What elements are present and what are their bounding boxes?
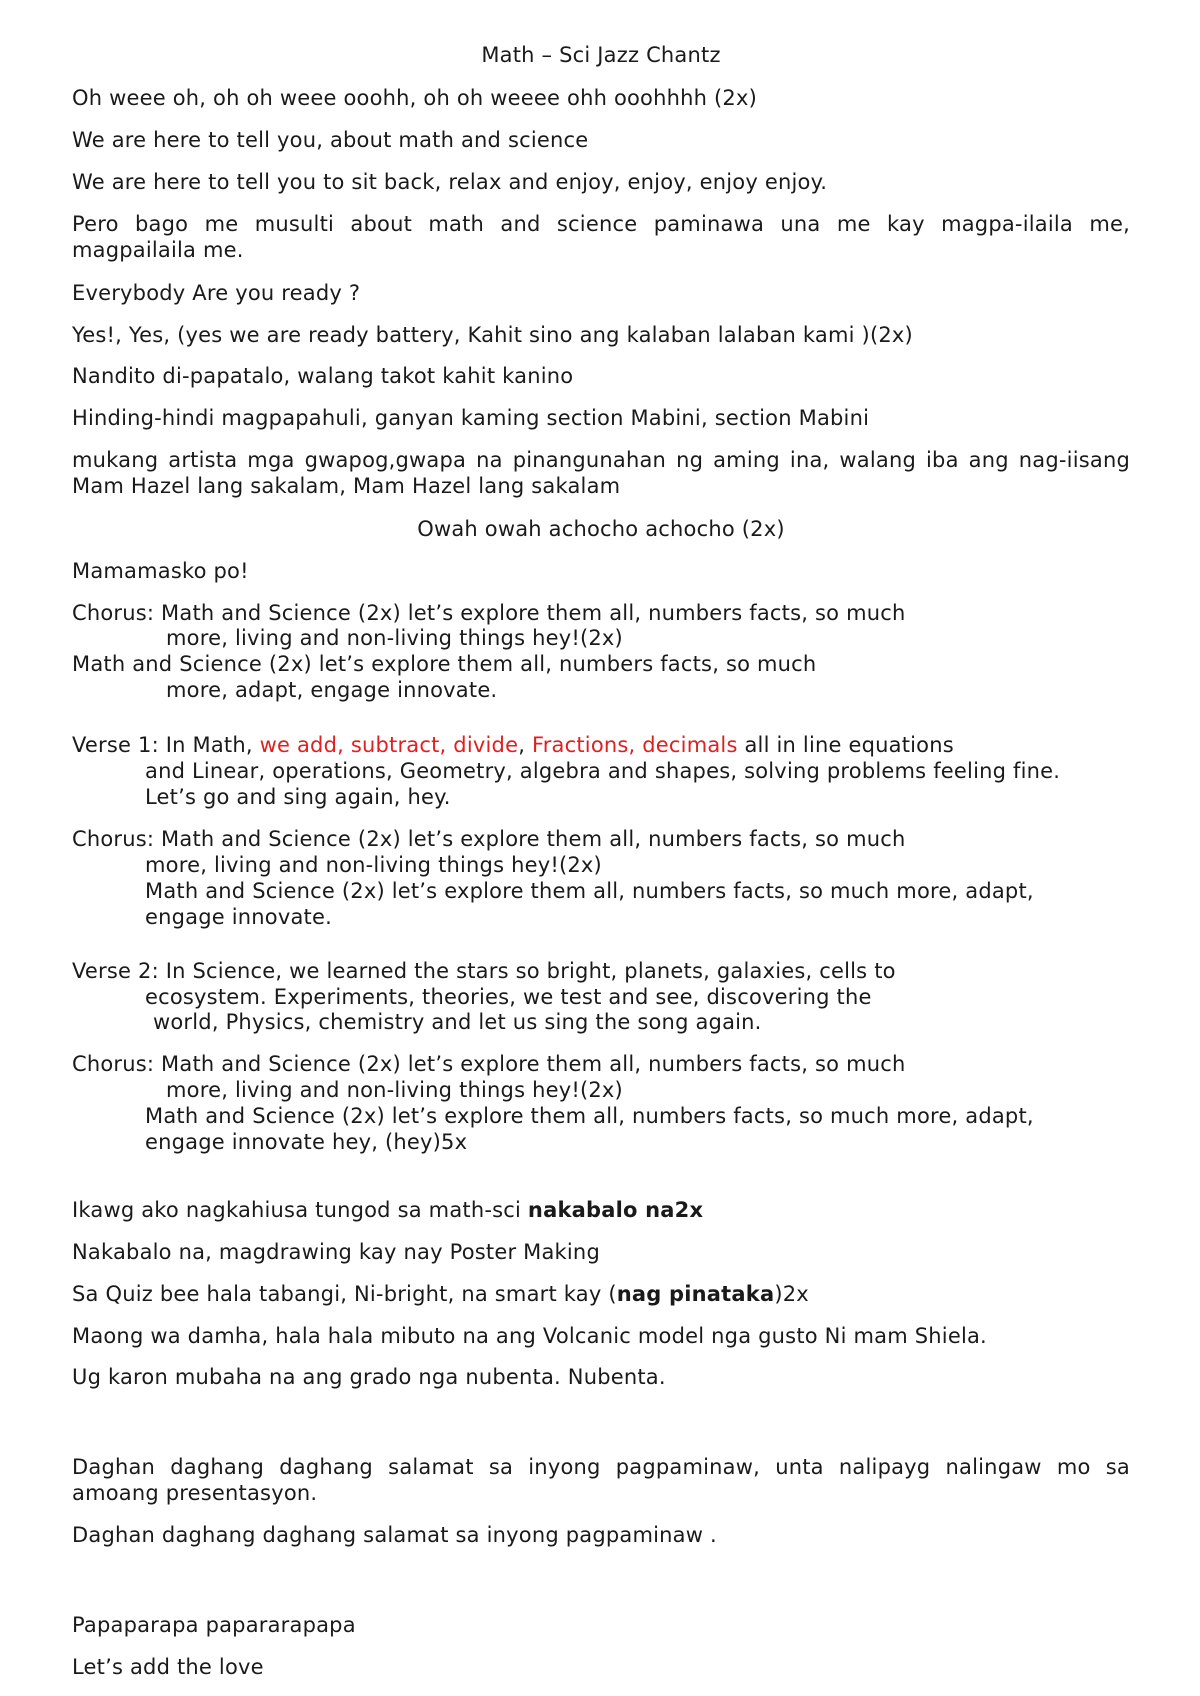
chorus-line: more, living and non-living things hey!(2x): [166, 1078, 623, 1102]
verse1-line: [72, 732, 954, 758]
intro-line: Everybody Are you ready ?: [72, 281, 361, 305]
intro-paragraph: Pero bago me musulti about math and science paminawa una me kay magpa-ilaila me, magpailaila me.: [72, 212, 1130, 262]
intro-line: Nandito di-papatalo, walang takot kahit kanino: [72, 364, 574, 388]
outro-line: [72, 1197, 703, 1223]
chorus-line: Chorus: Math and Science (2x) let’s explore them all, numbers facts, so much: [72, 827, 906, 851]
song-title: Math – Sci Jazz Chantz: [481, 43, 721, 67]
verse1-prefix: Verse 1: In Math,: [72, 733, 260, 757]
verse1-line: Let’s go and sing again, hey.: [145, 785, 451, 809]
verse1-highlight: we add, subtract, divide: [259, 733, 519, 757]
intro-line: We are here to tell you, about math and science: [72, 128, 589, 152]
intro-line: We are here to tell you to sit back, relax and enjoy, enjoy, enjoy enjoy.: [72, 170, 828, 194]
outro-bold-text: nakabalo na2x: [527, 1198, 704, 1222]
outro-text: Sa Quiz bee hala tabangi, Ni-bright, na smart kay (: [72, 1282, 617, 1306]
chorus-line: Chorus: Math and Science (2x) let’s explore them all, numbers facts, so much: [72, 601, 906, 625]
chorus-line: more, adapt, engage innovate.: [166, 678, 498, 702]
chorus-line: Math and Science (2x) let’s explore them all, numbers facts, so much more, adapt,: [145, 879, 1034, 903]
intro-line: Mamamasko po!: [72, 559, 249, 583]
intro-line: Hinding-hindi magpapahuli, ganyan kaming section Mabini, section Mabini: [72, 406, 870, 430]
verse1-suffix: all in line equations: [737, 733, 954, 757]
chorus-line: more, living and non-living things hey!(2x): [166, 626, 623, 650]
chorus-line: Chorus: Math and Science (2x) let’s explore them all, numbers facts, so much: [72, 1052, 906, 1076]
outro-bold-text: nag pinataka: [616, 1282, 775, 1306]
closing-line: Papaparapa papararapapa: [72, 1613, 356, 1637]
outro-line: [72, 1281, 809, 1307]
thanks-paragraph: Daghan daghang daghang salamat sa inyong pagpaminaw, unta nalipayg nalingaw mo sa amoang presentasyon.: [72, 1455, 1130, 1505]
outro-text: )2x: [774, 1282, 809, 1306]
intro-line: Oh weee oh, oh oh weee ooohh, oh oh weeee ohh ooohhhh (2x): [72, 86, 757, 110]
thanks-line: Daghan daghang daghang salamat sa inyong pagpaminaw .: [72, 1523, 717, 1547]
verse2-line: ecosystem. Experiments, theories, we test and see, discovering the: [145, 985, 872, 1009]
verse2-line: Verse 2: In Science, we learned the stars so bright, planets, galaxies, cells to: [72, 959, 896, 983]
chorus-line: more, living and non-living things hey!(2x): [145, 853, 602, 877]
outro-text: Ikawg ako nagkahiusa tungod sa math-sci: [72, 1198, 528, 1222]
chorus-line: Math and Science (2x) let’s explore them all, numbers facts, so much more, adapt,: [145, 1104, 1034, 1128]
chorus-line: engage innovate hey, (hey)5x: [145, 1130, 468, 1154]
outro-line: Maong wa damha, hala hala mibuto na ang Volcanic model nga gusto Ni mam Shiela.: [72, 1324, 987, 1348]
chorus-line: Math and Science (2x) let’s explore them all, numbers facts, so much: [72, 652, 817, 676]
intro-paragraph: mukang artista mga gwapog,gwapa na pinangunahan ng aming ina, walang iba ang nag-iisang Mam Hazel lang sakalam, Mam Hazel lang sakalam: [72, 448, 1130, 498]
verse2-line: world, Physics, chemistry and let us sing the song again.: [153, 1010, 762, 1034]
outro-line: Nakabalo na, magdrawing kay nay Poster Making: [72, 1240, 600, 1264]
verse1-comma: ,: [518, 733, 532, 757]
closing-line: Let’s add the love: [72, 1655, 264, 1679]
verse1-line: and Linear, operations, Geometry, algebra and shapes, solving problems feeling fine.: [145, 759, 1061, 783]
verse1-highlight: Fractions, decimals: [531, 733, 738, 757]
intro-line: Owah owah achocho achocho (2x): [417, 517, 785, 541]
outro-line: Ug karon mubaha na ang grado nga nubenta. Nubenta.: [72, 1365, 666, 1389]
intro-line: Yes!, Yes, (yes we are ready battery, Kahit sino ang kalaban lalaban kami )(2x): [72, 323, 913, 347]
chorus-line: engage innovate.: [145, 905, 332, 929]
